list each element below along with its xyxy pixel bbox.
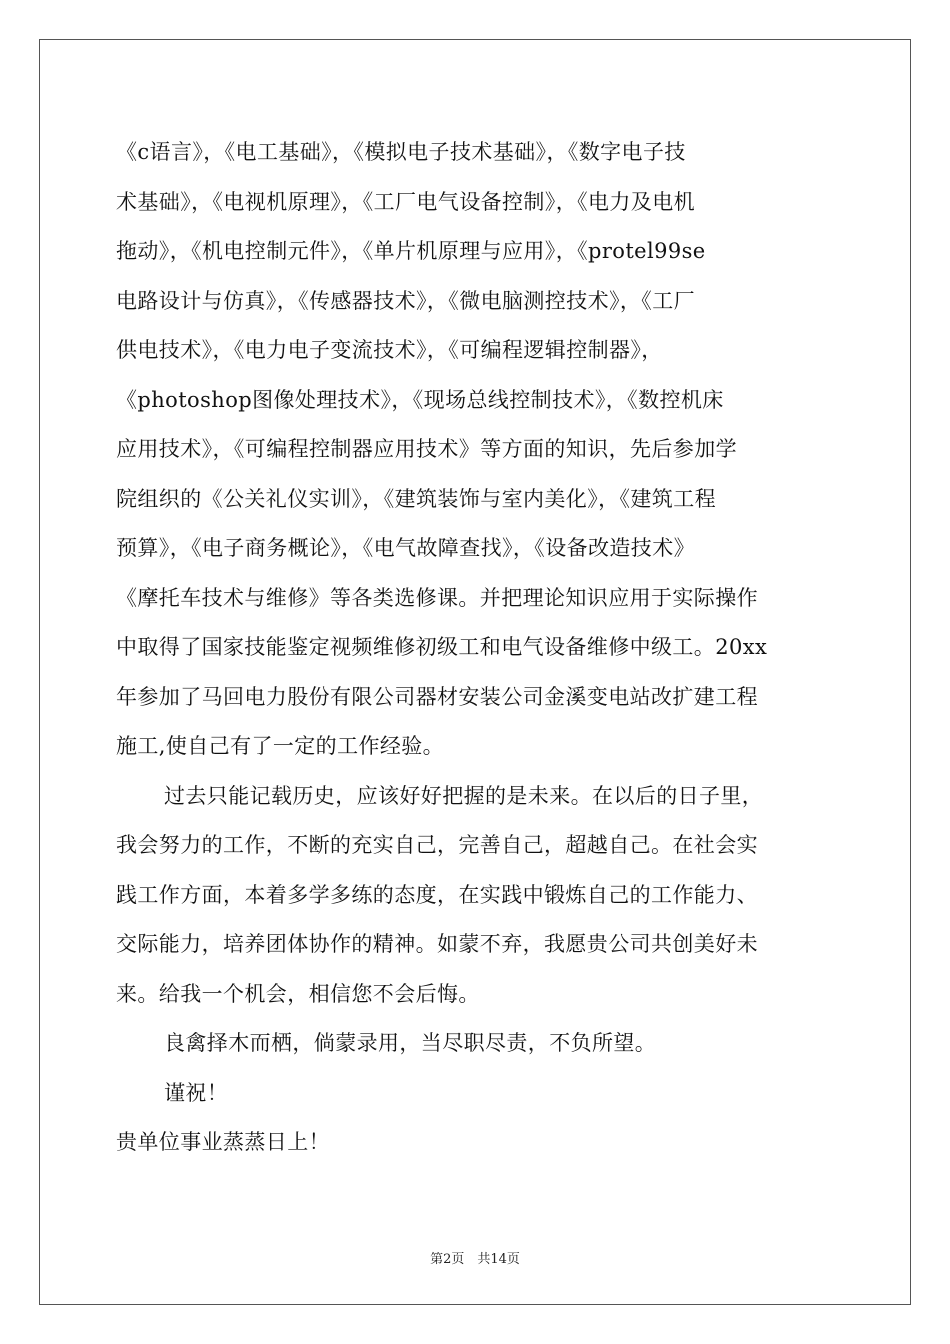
text-line: 预算》，《电子商务概论》，《电气故障查找》，《设备改造技术》 [116,536,695,560]
text-line: 院组织的《公关礼仪实训》，《建筑装饰与室内美化》，《建筑工程 [116,486,716,511]
text-line: 中取得了国家技能鉴定视频维修初级工和电气设备维修中级工。20xx [116,635,768,659]
text-line: 《photoshop图像处理技术》，《现场总线控制技术》，《数控机床 [116,387,724,412]
text-line: 《c语言》，《电工基础》，《模拟电子技术基础》，《数字电子技 [116,140,686,164]
text-line: 施工,使自己有了一定的工作经验。 [116,734,445,758]
text-line: 术基础》，《电视机原理》，《工厂电气设备控制》，《电力及电机 [116,189,695,214]
text-line: 《摩托车技术与维修》等各类选修课。并把理论知识应用于实际操作 [116,585,758,610]
text-line: 来。给我一个机会，相信您不会后悔。 [116,981,480,1006]
page-number: 第2页 共14页 [430,1252,520,1267]
text-line: 拖动》，《机电控制元件》，《单片机原理与应用》，《protel99se [116,239,706,263]
text-line: 年参加了马回电力股份有限公司器材安装公司金溪变电站改扩建工程 [116,684,758,709]
text-line: 供电技术》，《电力电子变流技术》，《可编程逻辑控制器》， [116,338,663,362]
text-line: 电路设计与仿真》，《传感器技术》，《微电脑测控技术》，《工厂 [116,288,695,313]
closing-remark: 良禽择木而栖，倘蒙录用，当尽职尽责，不负所望。 [164,1031,657,1055]
paragraph-first-line: 过去只能记载历史，应该好好把握的是未来。在以后的日子里， [164,783,764,808]
closing-wish: 贵单位事业蒸蒸日上！ [116,1130,330,1154]
text-line: 我会努力的工作，不断的充实自己，完善自己，超越自己。在社会实 [116,833,758,857]
salutation: 谨祝！ [164,1080,229,1105]
text-line: 应用技术》，《可编程控制器应用技术》等方面的知识，先后参加学 [116,437,737,461]
document-body [116,128,838,1168]
text-line: 践工作方面，本着多学多练的态度，在实践中锻炼自己的工作能力、 [116,882,758,907]
text-line: 交际能力，培养团体协作的精神。如蒙不弃，我愿贵公司共创美好未 [116,932,758,956]
